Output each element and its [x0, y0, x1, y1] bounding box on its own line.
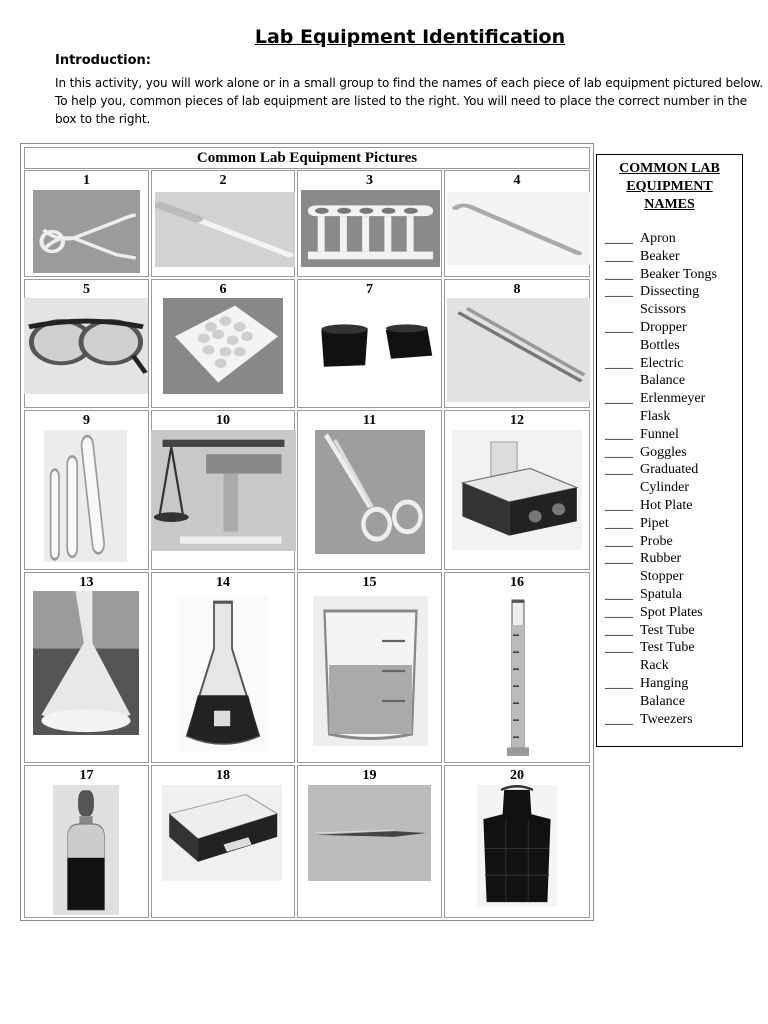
- cell-number: 9: [83, 413, 90, 428]
- equipment-name-item: [605, 461, 742, 497]
- tweezers-icon: [447, 298, 590, 402]
- cell-number: 16: [510, 575, 524, 590]
- equipment-name: Graduated Cylinder: [640, 462, 699, 496]
- answer-blank[interactable]: ____: [605, 604, 633, 620]
- equipment-name-item: [605, 444, 742, 462]
- answer-blank[interactable]: ____: [605, 640, 633, 656]
- pipet-icon: [155, 192, 295, 267]
- answer-blank[interactable]: ____: [605, 355, 633, 371]
- answer-blank[interactable]: ____: [605, 231, 633, 246]
- answer-blank[interactable]: ____: [605, 497, 633, 513]
- equipment-name: Probe: [640, 533, 673, 549]
- equipment-name: Hanging Balance: [640, 675, 689, 709]
- erlenmeyer-flask-icon: [178, 596, 268, 751]
- equipment-name: Spatula: [640, 586, 682, 602]
- answer-blank[interactable]: ____: [605, 586, 633, 602]
- equipment-name-item: [605, 355, 742, 391]
- equipment-name-item: [605, 586, 742, 604]
- spatula-icon: [447, 192, 590, 265]
- answer-blank[interactable]: ____: [605, 444, 633, 460]
- equipment-name: Apron: [640, 231, 676, 246]
- spot-plate-icon: [163, 298, 283, 394]
- equipment-name: Test Tube: [640, 622, 695, 638]
- answer-blank[interactable]: ____: [605, 266, 633, 282]
- cell-number: 3: [366, 173, 373, 188]
- answer-blank[interactable]: ____: [605, 675, 633, 691]
- equipment-name: Spot Plates: [640, 604, 703, 620]
- names-box: [596, 154, 743, 747]
- answer-blank[interactable]: ____: [605, 533, 633, 549]
- cell-number: 12: [510, 413, 524, 428]
- equipment-name: Test Tube Rack: [640, 640, 695, 674]
- equipment-name-item: [605, 266, 742, 284]
- hot-plate-icon: [452, 430, 582, 550]
- equipment-name-item: [605, 283, 742, 319]
- equipment-name: Erlenmeyer Flask: [640, 391, 706, 424]
- answer-blank[interactable]: ____: [605, 284, 633, 300]
- page-title: Lab Equipment Identification: [254, 26, 566, 48]
- equipment-name-item: [605, 248, 742, 266]
- equipment-name: Rubber Stopper: [640, 551, 684, 585]
- answer-blank[interactable]: ____: [605, 462, 633, 478]
- probe-icon: [308, 785, 431, 881]
- equipment-name: Goggles: [640, 444, 687, 460]
- cell-number: 13: [79, 575, 94, 590]
- cell-number: 7: [366, 282, 373, 297]
- dropper-bottle-icon: [53, 785, 119, 915]
- cell-number: 18: [216, 768, 230, 783]
- names-title: COMMON LAB EQUIPMENT NAMES: [619, 161, 720, 212]
- equipment-name-item: [605, 604, 742, 622]
- equipment-name-item: [605, 639, 742, 675]
- equipment-name-item: [605, 711, 742, 729]
- goggles-icon: [24, 298, 148, 394]
- cell-number: 10: [216, 413, 230, 428]
- answer-blank[interactable]: ____: [605, 391, 633, 407]
- graduated-cylinder-icon: [493, 591, 543, 761]
- electric-balance-icon: [162, 785, 282, 881]
- equipment-name-item: [605, 675, 742, 711]
- equipment-name-item: [605, 533, 742, 551]
- equipment-name-item: [605, 515, 742, 533]
- grid-header: Common Lab Equipment Pictures: [24, 147, 590, 169]
- equipment-name: Funnel: [640, 426, 679, 442]
- rubber-stopper-icon: [311, 306, 440, 386]
- cell-number: 19: [362, 768, 377, 783]
- answer-blank[interactable]: ____: [605, 551, 633, 567]
- answer-blank[interactable]: ____: [605, 515, 633, 531]
- answer-blank[interactable]: ____: [605, 426, 633, 442]
- equipment-name: Tweezers: [640, 711, 693, 727]
- equipment-name-item: [605, 550, 742, 586]
- equipment-name: Dissecting Scissors: [640, 284, 700, 318]
- cell-number: 4: [513, 173, 521, 188]
- apron-icon: [477, 785, 557, 907]
- hanging-balance-icon: [151, 430, 296, 551]
- cell-number: 15: [362, 575, 377, 590]
- equipment-name-item: [605, 622, 742, 640]
- equipment-name: Electric Balance: [640, 355, 686, 389]
- equipment-name-item: [605, 426, 742, 444]
- equipment-name: Hot Plate: [640, 497, 693, 513]
- cell-number: 6: [219, 282, 227, 297]
- equipment-name-item: [605, 230, 742, 248]
- cell-number: 5: [83, 282, 90, 297]
- equipment-name: Beaker: [640, 248, 680, 264]
- test-tube-icon: [44, 430, 127, 562]
- answer-blank[interactable]: ____: [605, 248, 633, 264]
- equipment-name: Dropper Bottles: [640, 319, 687, 353]
- intro-text: In this activity, you will work alone or in a small group to find the names of each piece of lab equipment pictured below. To help you, common pieces of lab equipment are listed to the right. You will need to place the correct number in the box to the right.: [55, 76, 764, 126]
- beaker-tongs-icon: [33, 190, 140, 273]
- cell-number: 20: [510, 768, 524, 783]
- cell-number: 14: [216, 575, 230, 590]
- equipment-name-item: [605, 319, 742, 355]
- equipment-name: Beaker Tongs: [640, 266, 717, 282]
- cell-number: 8: [513, 282, 521, 297]
- answer-blank[interactable]: ____: [605, 622, 633, 638]
- answer-blank[interactable]: ____: [605, 319, 633, 335]
- dissecting-scissors-icon: [315, 430, 425, 554]
- test-tube-rack-icon: [301, 190, 440, 267]
- intro-heading: Introduction:: [55, 53, 151, 68]
- cell-number: 11: [362, 413, 377, 428]
- cell-number: 2: [219, 173, 227, 188]
- beaker-icon: [313, 596, 428, 746]
- names-list: [597, 230, 742, 728]
- equipment-name: Pipet: [640, 515, 669, 531]
- equipment-name-item: [605, 390, 742, 426]
- answer-blank[interactable]: ____: [605, 711, 633, 727]
- cell-number: 1: [83, 173, 90, 188]
- cell-number: 17: [79, 768, 94, 783]
- equipment-name-item: [605, 497, 742, 515]
- funnel-icon: [33, 591, 139, 735]
